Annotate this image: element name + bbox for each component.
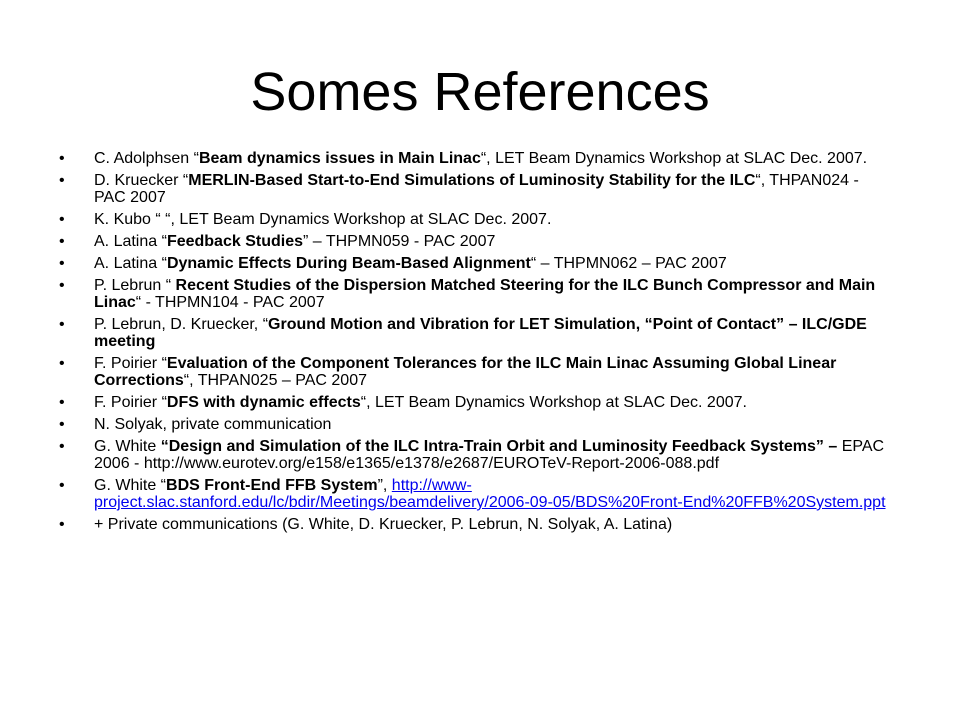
- ref-title: Evaluation of the Component Tolerances for the ILC Main Linac Assuming Global Linear Corrections: [94, 355, 837, 389]
- ref-author: G. White: [94, 438, 161, 455]
- bullet: •: [59, 255, 65, 272]
- ref-link[interactable]: http://www-project.slac.stanford.edu/lc/bdir/Meetings/beamdelivery/2006-09-05/BDS%20Front-End%20FFB%20System.ppt: [94, 477, 886, 511]
- ref-title: MERLIN-Based Start-to-End Simulations of Luminosity Stability for the ILC: [188, 172, 756, 189]
- ref-title: Recent Studies of the Dispersion Matched Steering for the ILC Bunch Compressor and Main Linac: [94, 277, 876, 311]
- ref-text: N. Solyak, private communication: [94, 416, 332, 433]
- list-item: [56, 394, 886, 411]
- ref-text: + Private communications (G. White, D. Kruecker, P. Lebrun, N. Solyak, A. Latina): [94, 516, 673, 533]
- ref-source: EPAC 2006 - http://www.eurotev.org/e158/e1365/e1378/e2687/EUROTeV-Report-2006-088.pdf: [94, 438, 885, 472]
- list-item: [56, 233, 886, 250]
- bullet: •: [59, 316, 65, 333]
- ref-title: DFS with dynamic effects: [166, 394, 361, 411]
- bullet: •: [59, 394, 65, 411]
- ref-author: A. Latina “: [94, 255, 167, 272]
- ref-author: D. Kruecker “: [94, 172, 189, 189]
- ref-title: BDS Front-End FFB System: [166, 477, 378, 494]
- ref-author: F. Poirier “: [94, 394, 167, 411]
- bullet: •: [59, 211, 65, 228]
- bullet: •: [59, 172, 65, 189]
- ref-author: P. Lebrun “: [94, 277, 176, 294]
- list-item: [56, 355, 886, 389]
- ref-title: Beam dynamics issues in Main Linac: [198, 150, 481, 167]
- ref-text: K. Kubo “ “, LET Beam Dynamics Workshop at SLAC Dec. 2007.: [94, 211, 552, 228]
- list-item: [56, 438, 886, 472]
- ref-source: “ - THPMN104 - PAC 2007: [135, 294, 325, 311]
- list-item: [56, 211, 886, 228]
- bullet: •: [59, 277, 65, 294]
- bullet: •: [59, 150, 65, 167]
- list-item: [56, 277, 886, 311]
- ref-source: ”,: [377, 477, 392, 494]
- ref-title: “Design and Simulation of the ILC Intra-Train Orbit and Luminosity Feedback Systems” –: [160, 438, 838, 455]
- ref-source: ” – THPMN059 - PAC 2007: [302, 233, 496, 250]
- ref-source: “, THPAN025 – PAC 2007: [183, 372, 367, 389]
- list-item: [56, 477, 886, 511]
- reference-list: [56, 150, 886, 538]
- ref-author: A. Latina “: [94, 233, 167, 250]
- bullet: •: [59, 516, 65, 533]
- ref-source: “, THPAN024 - PAC 2007: [94, 172, 859, 206]
- list-item: [56, 416, 886, 433]
- ref-source: “, LET Beam Dynamics Workshop at SLAC Dec. 2007.: [360, 394, 747, 411]
- ref-title: Dynamic Effects During Beam-Based Alignment: [166, 255, 531, 272]
- bullet: •: [59, 233, 65, 250]
- ref-source: “ – THPMN062 – PAC 2007: [530, 255, 727, 272]
- bullet: •: [59, 438, 65, 455]
- bullet: •: [59, 355, 65, 372]
- page-title: Somes References: [250, 62, 710, 122]
- ref-author: F. Poirier “: [94, 355, 167, 372]
- bullet: •: [59, 477, 65, 494]
- ref-title: Ground Motion and Vibration for LET Simulation, “Point of Contact” – ILC/GDE meeting: [94, 316, 867, 350]
- list-item: [56, 516, 886, 533]
- ref-source: “, LET Beam Dynamics Workshop at SLAC Dec. 2007.: [480, 150, 868, 167]
- list-item: [56, 150, 886, 167]
- list-item: [56, 316, 886, 350]
- ref-author: P. Lebrun, D. Kruecker, “: [94, 316, 269, 333]
- bullet: •: [59, 416, 65, 433]
- list-item: [56, 172, 886, 206]
- list-item: [56, 255, 886, 272]
- ref-title: Feedback Studies: [166, 233, 303, 250]
- ref-author: C. Adolphsen “: [94, 150, 199, 167]
- ref-author: G. White “: [94, 477, 167, 494]
